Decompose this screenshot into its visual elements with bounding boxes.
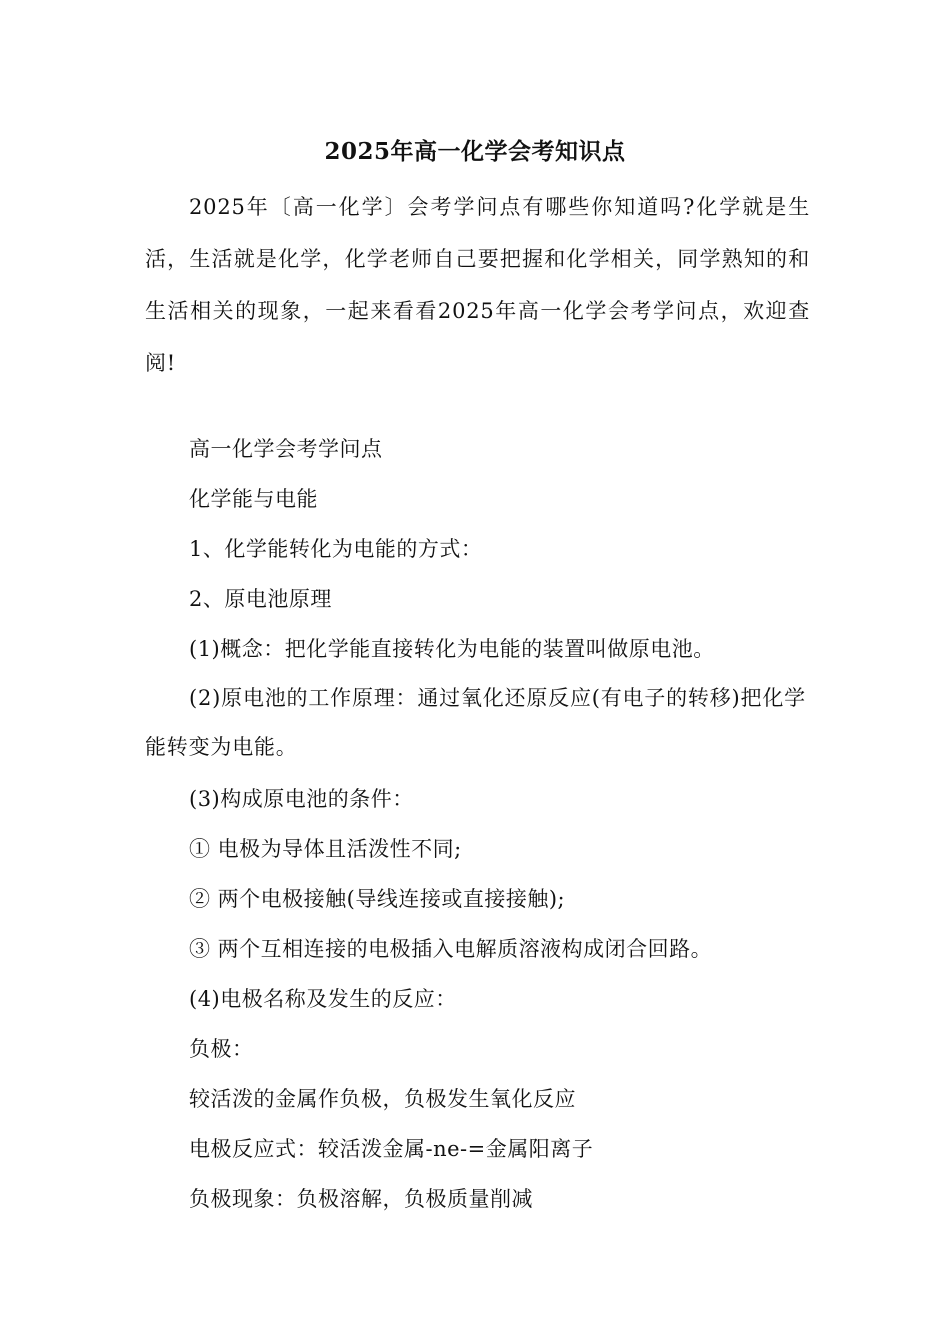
negative-description: 较活泼的金属作负极，负极发生氧化反应 <box>189 1087 576 1111</box>
condition-1: ① 电极为导体且活泼性不同; <box>189 837 462 861</box>
item-2: 2、原电池原理 <box>189 587 332 611</box>
document-title: 2025年高一化学会考知识点 <box>324 138 626 165</box>
item-1: 1、化学能转化为电能的方式： <box>189 537 483 561</box>
subheading: 化学能与电能 <box>189 487 318 511</box>
negative-equation: 电极反应式：较活泼金属-ne-=金属阳离子 <box>189 1137 594 1161</box>
condition-2: ② 两个电极接触(导线连接或直接接触); <box>189 887 566 911</box>
negative-label: 负极： <box>189 1037 254 1061</box>
condition-3: ③ 两个互相连接的电极插入电解质溶液构成闭合回路。 <box>189 937 713 961</box>
section-heading: 高一化学会考学问点 <box>189 437 383 461</box>
concept-line: (1)概念：把化学能直接转化为电能的装置叫做原电池。 <box>189 637 715 661</box>
conditions-line: (3)构成原电池的条件： <box>189 787 414 811</box>
principle-line: (2)原电池的工作原理：通过氧化还原反应(有电子的转移)把化学能转变为电能。 <box>145 686 806 759</box>
negative-phenomenon: 负极现象：负极溶解，负极质量削减 <box>189 1187 533 1211</box>
electrodes-line: (4)电极名称及发生的反应： <box>189 987 457 1011</box>
intro-paragraph: 2025年〔高一化学〕会考学问点有哪些你知道吗?化学就是生活，生活就是化学，化学老师自己要把握和化学相关，同学熟知的和生活相关的现象，一起来看看2025年高一化学会考学问点，欢迎查阅! <box>145 195 810 375</box>
